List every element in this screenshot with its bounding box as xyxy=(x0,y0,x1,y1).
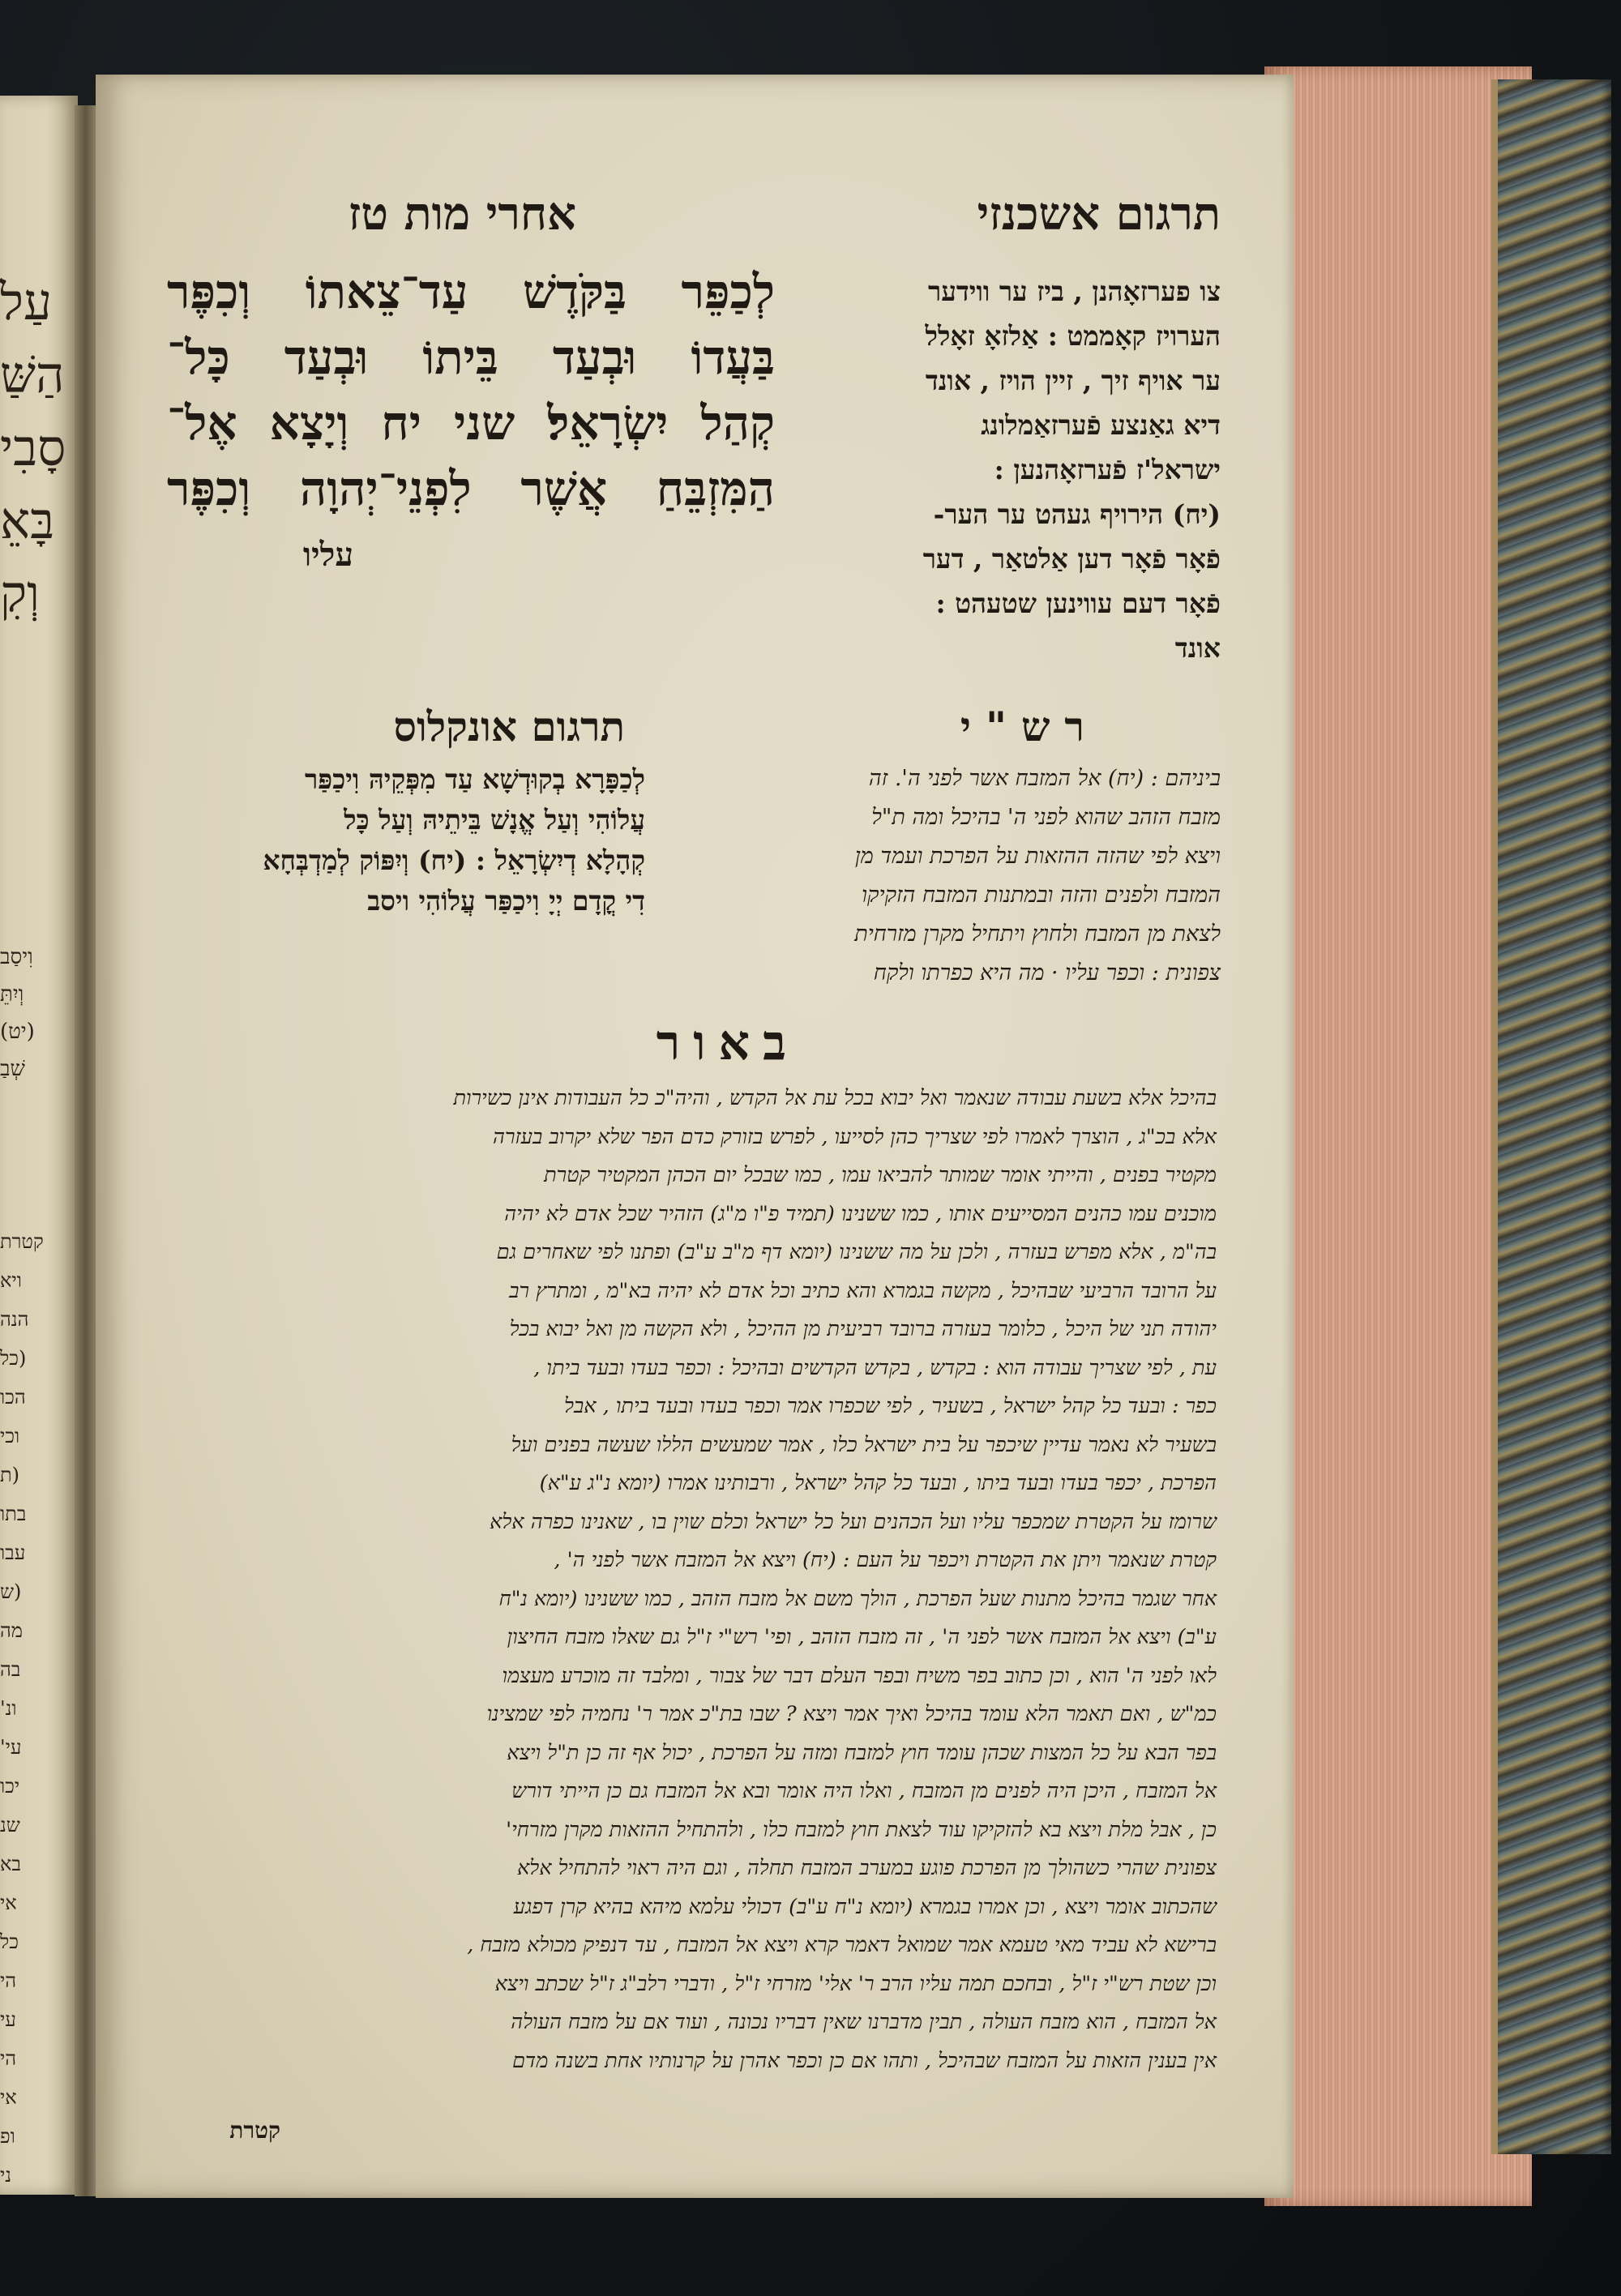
tgl-line: פֿאָר פֿאָר דען אַלטאַר , דער xyxy=(922,543,1221,575)
catchword: קטרת xyxy=(229,2117,280,2144)
left-page-fragment: בא xyxy=(0,1853,21,1875)
left-page-fragment: בה xyxy=(0,1658,21,1681)
left-page-fragment: הכו xyxy=(0,1386,26,1409)
tgl-line: הערויז קאָממט : אַלזאָ זאָלל xyxy=(925,320,1221,352)
left-page-fragment: הי xyxy=(0,1969,17,1992)
biur-line: אל המזבח , היכן היה לפנים מן המזבח , ואלו היה אומר ובא אל המזבח גם כן הייתי דורש xyxy=(511,1779,1217,1803)
left-page-fragment: כל xyxy=(0,1930,19,1953)
torah-text-block xyxy=(167,259,775,588)
rashi-line: ביניהם : (יח) אל המזבח אשר לפני ה'. זה xyxy=(868,766,1221,791)
left-page-fragment: הנה xyxy=(0,1308,29,1331)
biur-line: ע"ב) ויצא אל המזבח אשר לפני ה' , זה מזבח הזהב , ופי' רש"י ז"ל גם שאלו מזבח החיצון xyxy=(507,1625,1217,1649)
biur-line: וכן שטת רש"י ז"ל , ובחכם תמה עליו הרב ר' אלי' מזרחי ז"ל , ודברי רלב"ג ז"ל שכתב ויצא xyxy=(494,1971,1217,1996)
biur-line: בהיכל אלא בשעת עבודה שנאמר ואל יבוא בכל עת אל הקדש , והיה"כ כל העבודות אינן כשירות xyxy=(453,1086,1217,1110)
biur-line: אין בענין הזאות על המזבח שבהיכל , ותהו אם כן וכפר אהרן על קרנותיו אחת בשנה מדם xyxy=(512,2048,1217,2073)
biur-line: בשעיר לא נאמר עדיין שיכפר על בית ישראל כלו , אמר שמעשים הללו שעשה בפנים ועל xyxy=(511,1432,1217,1457)
marbled-cover-edge xyxy=(1491,79,1611,2154)
left-page-fragment: בָּאֵ xyxy=(0,491,55,550)
left-facing-page xyxy=(0,96,78,2195)
left-page-commentary-fragment xyxy=(0,1222,78,2195)
tgl-line: (יח) הירויף געהט ער הער- xyxy=(933,498,1221,530)
biur-line: אלא בכ"ג , הוצרך לאמרו לפי שצריך כהן לסייעו , לפרש בזורק כדם הפר שלא יקרוב בעזרה xyxy=(493,1124,1217,1149)
biur-line: על הרובד הרביעי שבהיכל , מקשה בגמרא והא כתיב וכל אדם לא יהיה בא"מ , ומתרץ רב xyxy=(509,1278,1217,1303)
left-page-fragment: ופ xyxy=(0,2125,15,2148)
left-page-fragment: יכו xyxy=(0,1775,20,1798)
torah-line: בַּעֲדוֹ וּבְעַד בֵּיתוֹ וּבְעַד כָּל־ xyxy=(167,330,775,385)
rashi-line: המזבח ולפנים והזה ובמתנות המזבח הזקיקו xyxy=(862,883,1221,908)
tgl-line: צו פערזאָהנן , ביז ער ווידער xyxy=(928,276,1221,307)
biur-line: יהודה תני של היכל , כלומר בעזרה ברובד רביעית מן ההיכל , ולא הקשה מן ואל יבוא בכל xyxy=(509,1317,1217,1341)
biur-line: בה"מ , אלא מפרש בעזרה , ולכן על מה ששנינו (יומא דף מ"ב ע"ב) ופתנו לפי שאחרים גם xyxy=(496,1240,1217,1264)
left-page-fragment: שְׁבַ xyxy=(0,1057,25,1081)
torah-line: לְכַפֵּר בַּקֹּדֶשׁ עַד־צֵאתוֹ וְכִפֶּר xyxy=(167,264,775,319)
tgl-line: דיא גאַנצע פֿערזאַמלונג xyxy=(981,409,1221,441)
onk-line: קְהָלָא דְיִשְׂרָאֵל : (יח) וְיִפּוֹק לְמַדְבְּחָא xyxy=(263,844,645,876)
biur-line: לאו לפני ה' הוא , וכן כתוב בפר משיח ובפר העלם דבר של צבור , ומלבד זה מוכרע מעצמו xyxy=(502,1663,1217,1688)
biur-line: מקטיר בפנים , והייתי אומר שמותר להביאו עמו , כמו שבכל יום הכהן המקטיר קטרת xyxy=(544,1163,1217,1187)
onk-line: דִי קֳדָם יְיָ וִיכַפַּר עֲלוֹהִי ויסב xyxy=(367,885,645,917)
left-page-fragment: עבו xyxy=(0,1541,26,1564)
torah-line: קְהַל יִשְׂרָאֵל׃ שני יח וְיָצָא אֶל־ xyxy=(167,395,775,451)
left-page-fragment: מה xyxy=(0,1619,24,1642)
left-page-onkelos-fragment xyxy=(0,938,78,1088)
biur-line: ברישא לא עביד מאי טעמא אמר שמואל דאמר קרא ויצא אל המזבח , עד דנפיק מכולא מזבח , xyxy=(467,1933,1217,1957)
rashi-commentary xyxy=(686,759,1221,993)
onk-line: לְכַפָּרָא בְקוּדְשָׁא עַד מִפְּקֵיהּ וִיכַפַּר xyxy=(304,763,645,795)
left-page-fragment: בתו xyxy=(0,1503,27,1525)
biur-line: שרומז על הקטרת שמכפר עליו ועל הכהנים ועל כל ישראל וכלם שוין בו , שאנינו כפרה אלא xyxy=(490,1509,1217,1534)
rashi-title: רש"י xyxy=(960,703,1099,750)
torah-line: הַמִּזְבֵּחַ אֲשֶׁר לִפְנֵי־יְהוָה וְכִפֶּר xyxy=(167,461,775,516)
biur-line: עת , לפי שצריך עבודה הוא : בקדש , בקדש הקדשים ובהיכל : וכפר בעדו ובעד ביתו , xyxy=(533,1355,1217,1380)
left-page-fragment: ני xyxy=(0,2164,12,2187)
left-page-fragment: וְקִ xyxy=(0,564,41,623)
biur-line: מוכנים עמו כהנים המסייעים אותו , כמו ששנינו (תמיד פ"ו מ"ג) הזהיר שכל אדם לא יהיה xyxy=(504,1201,1217,1226)
biur-commentary xyxy=(171,1080,1217,2080)
left-page-fragment: עי' xyxy=(0,1736,22,1759)
biur-line: אל המזבח , הוא מזבח העולה , תבין מדברנו שאין דבריו נכונה , ועוד אם על מזבח העולה xyxy=(511,2010,1217,2034)
left-page-fragment: (יט) xyxy=(0,1020,35,1044)
left-page-fragment: עי xyxy=(0,2008,16,2031)
biur-line: כמ"ש , ואם תאמר הלא עומד בהיכל ואיך אמר ויצא ? שבו בת"כ אמר ר' נחמיה לפי שמצינו xyxy=(486,1702,1217,1726)
tgl-line: ער אויף זיך , זיין הויז , אונד xyxy=(925,365,1221,396)
torah-line: עליו xyxy=(302,536,353,574)
left-page-fragment: (כל xyxy=(0,1347,27,1370)
left-page-fragment: סָבִי xyxy=(0,418,66,477)
left-page-fragment: וְיִתֵּ xyxy=(0,982,24,1007)
left-page-fragment: עַל xyxy=(0,272,53,331)
tgl-line: פֿאָר דעם עווינען שטעהט : xyxy=(935,588,1221,619)
left-page-fragment: הי xyxy=(0,2047,17,2070)
biur-line: כן , אבל מלת ויצא בא להזקיקו עוד לצאת חוץ למזבח כלו , ולהתחיל ההזאות מקרן מזרחי' xyxy=(506,1817,1217,1842)
left-page-fragment: (ש xyxy=(0,1580,22,1603)
left-page-fragment: ויא xyxy=(0,1269,22,1292)
left-page-fragment: אי xyxy=(0,2086,17,2109)
onkelos-title: תרגום אונקלוס xyxy=(393,703,625,750)
rashi-line: ויצא לפי שהזה ההזאות על הפרכת ועמד מן xyxy=(854,844,1221,869)
left-page-torah-fragment xyxy=(0,266,78,631)
biur-line: כפר : ובעד כל קהל ישראל , בשעיר , לפי שכפרו אמר וכפר בעדו ובעד ביתו , אבל xyxy=(564,1394,1217,1418)
left-page-fragment: וִיסַב xyxy=(0,945,33,969)
biur-line: קטרת שנאמר ויתן את הקטרת ויכפר על העם : (יח) ויצא אל המזבח אשר לפני ה' , xyxy=(554,1548,1217,1572)
biur-title: באור xyxy=(656,1015,799,1071)
biur-line: הפרכת , יכפר בעדו ובעד ביתו , ובעד כל קהל ישראל , ורבותינו אמרו (יומא נ"ג ע"א) xyxy=(539,1471,1217,1495)
left-page-fragment: הַשַּׁ xyxy=(0,345,65,404)
biur-line: בפר הבא על כל המצות שכהן עומד חוץ למזבח ומזה על הפרכת , יכול אף זה כן ת"ל ויצא xyxy=(507,1740,1217,1765)
running-head-left: אחרי מות טז xyxy=(348,187,576,241)
rashi-line: מזבח הזהב שהוא לפני ה' בהיכל ומה ת"ל xyxy=(871,805,1221,830)
left-page-fragment: אי xyxy=(0,1892,17,1914)
biur-line: צפונית שהרי כשהולך מן הפרכת פוגע במערב המזבח תחלה , וגם היה ראוי להתחיל אלא xyxy=(516,1856,1217,1880)
onk-line: עֲלוֹהִי וְעַל אֱנָשׁ בֵּיתֵיהּ וְעַל כָּל xyxy=(344,804,645,836)
tgl-line: אונד xyxy=(1174,632,1221,664)
biur-line: שהכתוב אומר ויצא , וכן אמרו בגמרא (יומא נ"ח ע"ב) דכולי עלמא מיהא בהיא קרן דפגע xyxy=(513,1894,1217,1919)
tgl-line: ישראל'ז פֿערזאָהנען : xyxy=(994,454,1221,485)
left-page-fragment: ונ' xyxy=(0,1697,17,1720)
right-page xyxy=(96,75,1294,2198)
onkelos-translation xyxy=(167,759,645,921)
left-page-fragment: קטרת xyxy=(0,1230,44,1253)
rashi-line: צפונית : וכפר עליו · מה היא כפרתו ולקח xyxy=(873,960,1221,986)
running-head-right: תרגום אשכנזי xyxy=(977,187,1221,241)
left-page-fragment: (ת xyxy=(0,1464,19,1486)
rashi-line: לצאת מן המזבח ולחוץ ויתחיל מקרן מזרחית xyxy=(854,921,1221,947)
left-page-fragment: שנ xyxy=(0,1814,20,1836)
left-page-fragment: וכי xyxy=(0,1425,20,1447)
biur-line: אחר שגמר בהיכל מתנות שעל הפרכת , הולך משם אל מזבח הזהב , כמו ששנינו (יומא נ"ח xyxy=(498,1586,1217,1611)
targum-ashkenazi-column xyxy=(815,269,1221,670)
